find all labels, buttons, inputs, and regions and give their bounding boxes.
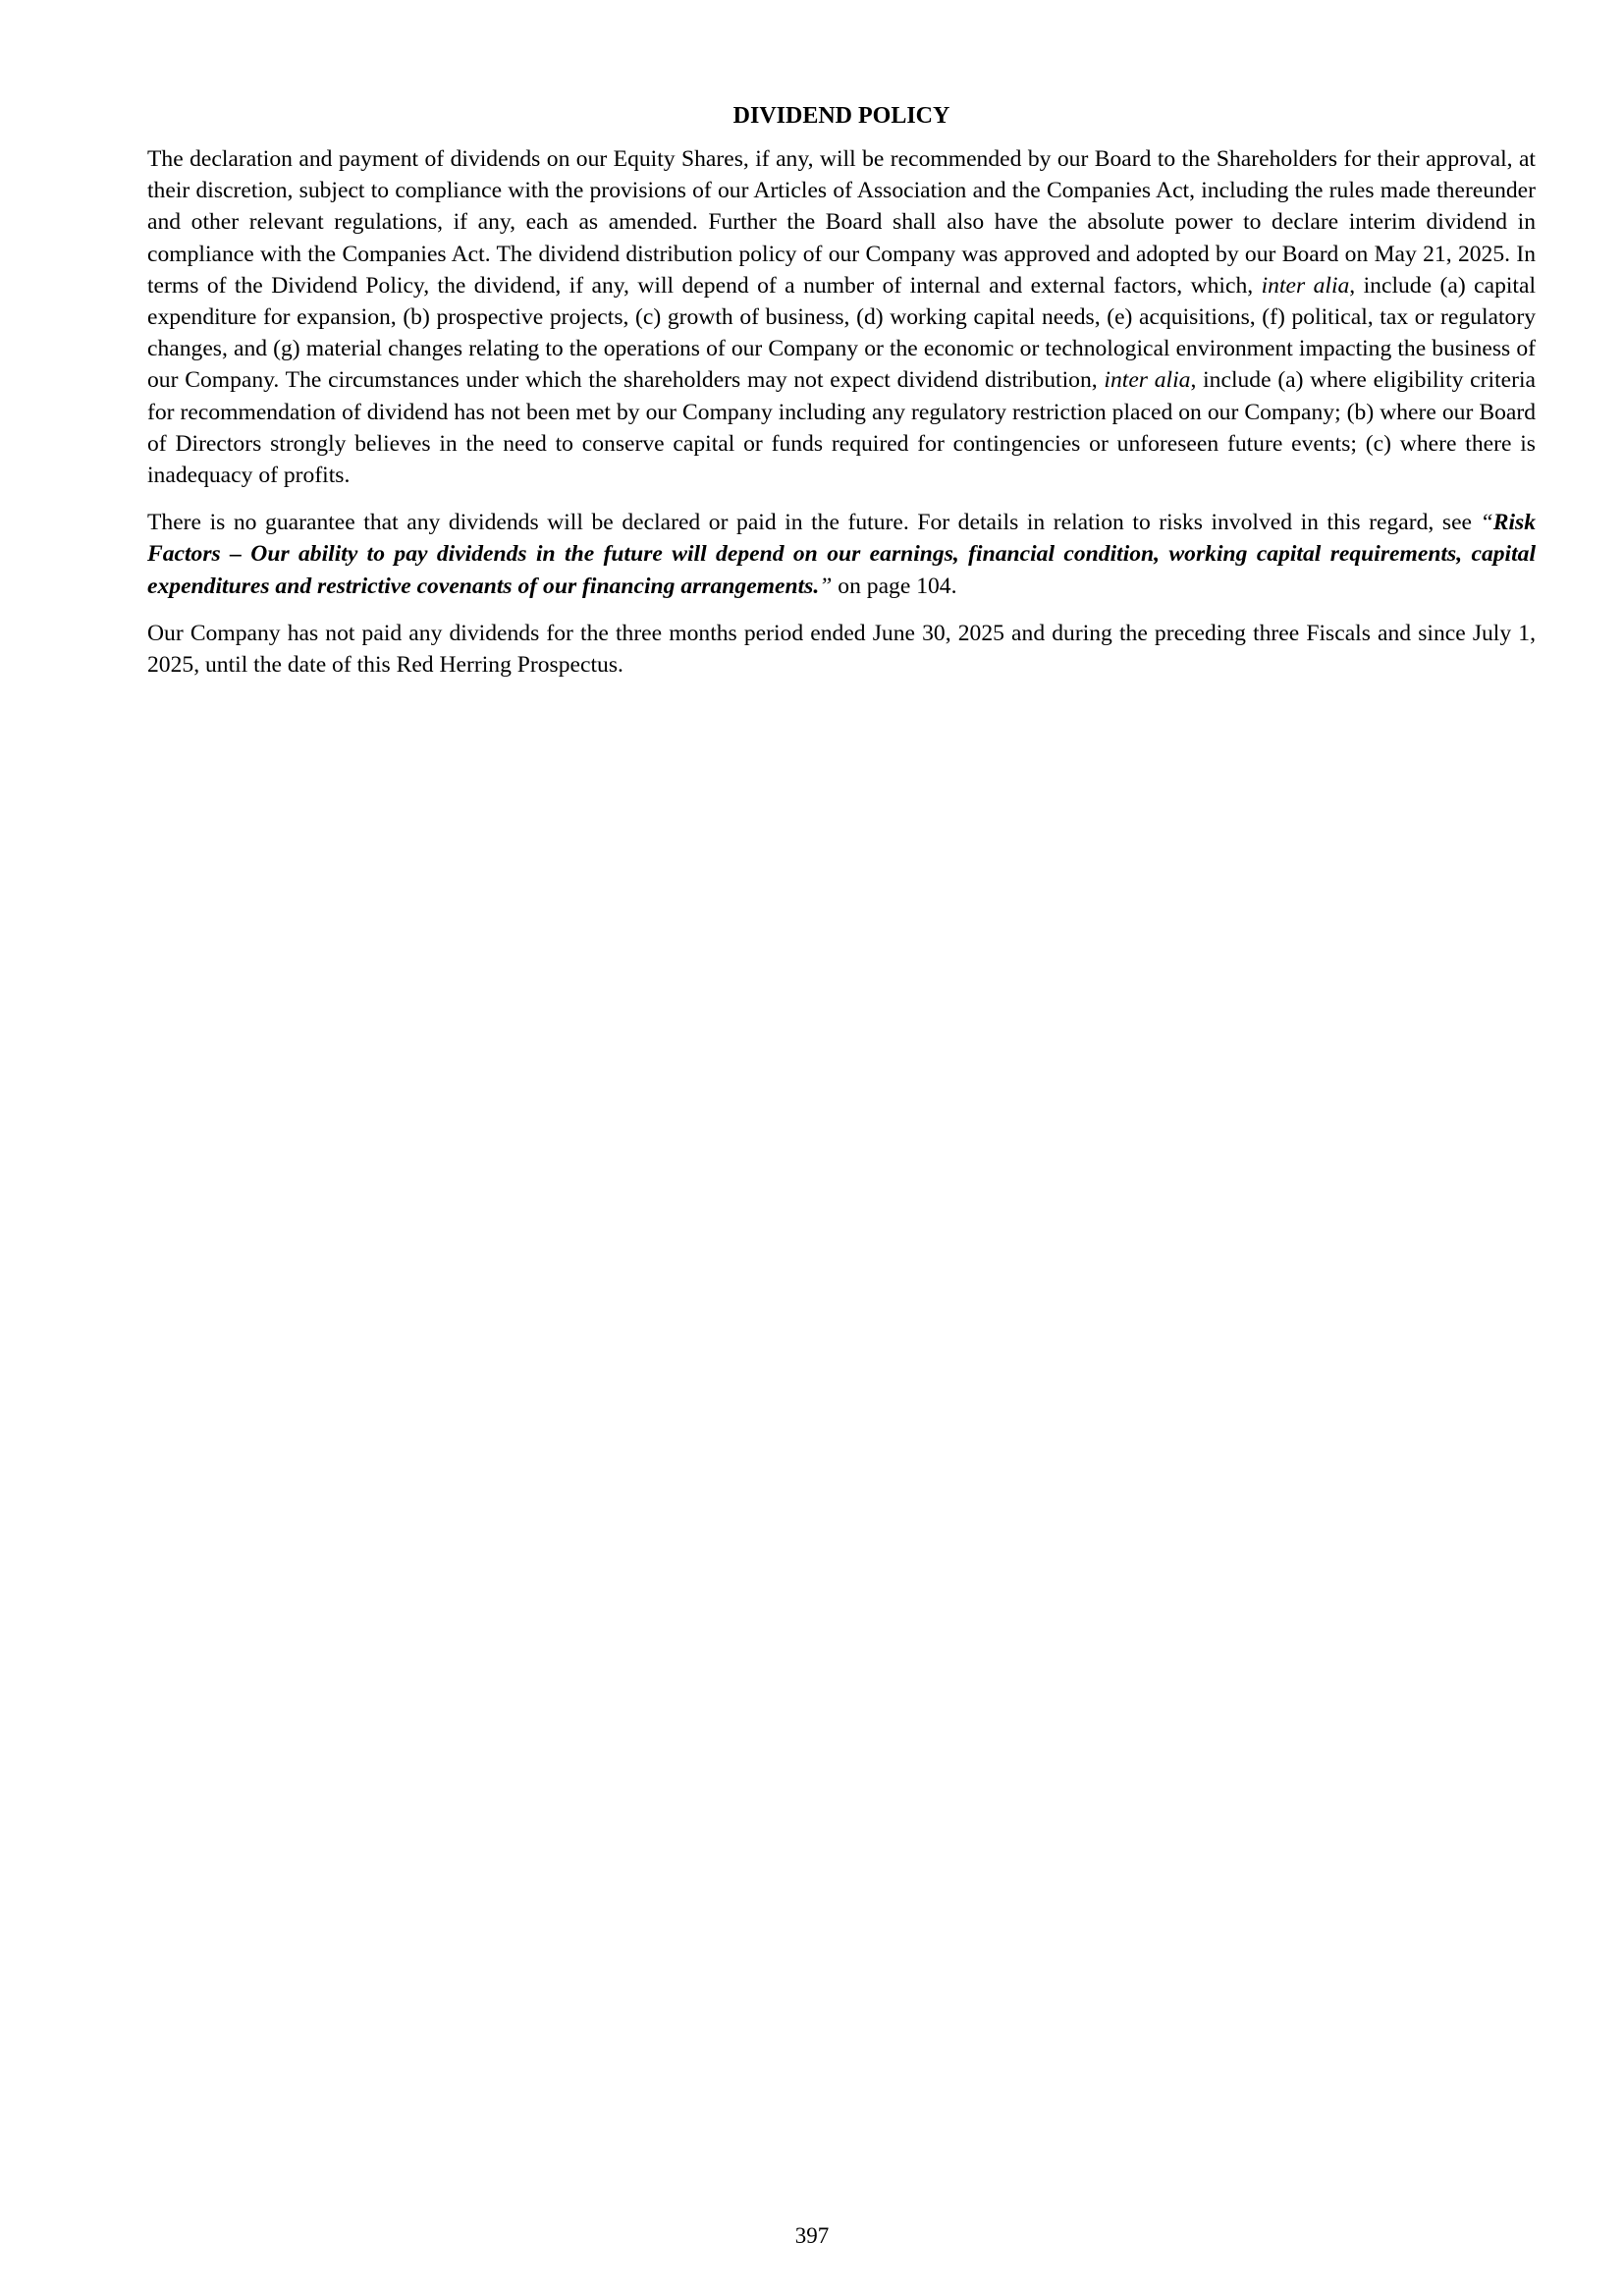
dividend-history-paragraph: Our Company has not paid any dividends for the three months period ended June 30, 2025 and during the preceding three Fiscals and since July 1, 2025, until the date of this Red Herring Prospectus. (147, 620, 1536, 679)
paragraph-text: There is no guarantee that any dividends will be declared or paid in the future. For details in relation to risks involved in this regard, see (147, 510, 1481, 536)
inter-alia-text: inter alia (1104, 367, 1191, 394)
paragraph-text: The declaration and payment of dividends on our Equity Shares, if any, will be recommended by our Board to the Shareholders for their approval, at their discretion, subject to compliance with the provisions of our Articles of Association and the Companies Act, including the rules made thereunder and other relevant regulations, if any, each as amended. Further the Board shall also have the absolute power to declare interim dividend in compliance with the Companies Act. The dividend distribution policy of our Company was approved and adopted by our Board on May 21, 2025. In terms of the Dividend Policy, the dividend, if any, will depend of a number of internal and external factors, which, (147, 146, 1536, 299)
dividend-guarantee-paragraph (147, 507, 1536, 602)
risk-factor-reference: Risk Factors – Our ability to pay dividends in the future will depend on our earnings, financial condition, working capital requirements, capital expenditures and restrictive covenants of our financing arrangements. (147, 510, 1536, 599)
inter-alia-text: inter alia (1261, 272, 1350, 299)
open-quote: “ (1480, 510, 1493, 536)
close-quote: ” (819, 573, 833, 599)
section-heading: DIVIDEND POLICY (732, 103, 950, 129)
page-number: 397 (794, 2223, 830, 2248)
paragraph-text: on page 104. (832, 573, 957, 599)
paragraph-text: , include (a) capital expenditure for expansion, (b) prospective projects, (c) growth of business, (d) working capital needs, (e) acquisitions, (f) political, tax or regulatory changes, and (g) material changes relating to the operations of our Company or the economic or technological environment impacting the business of our Company. The circumstances under which the shareholders may not expect dividend distribution, (147, 272, 1537, 394)
paragraph-text: , include (a) where eligibility criteria for recommendation of dividend has not been met by our Company including any regulatory restriction placed on our Company; (b) where our Board of Directors strongly believes in the need to conserve capital or funds required for contingencies or unforeseen future events; (c) where there is inadequacy of profits. (147, 367, 1536, 489)
dividend-policy-paragraph (147, 143, 1536, 491)
document-page (147, 96, 1536, 696)
